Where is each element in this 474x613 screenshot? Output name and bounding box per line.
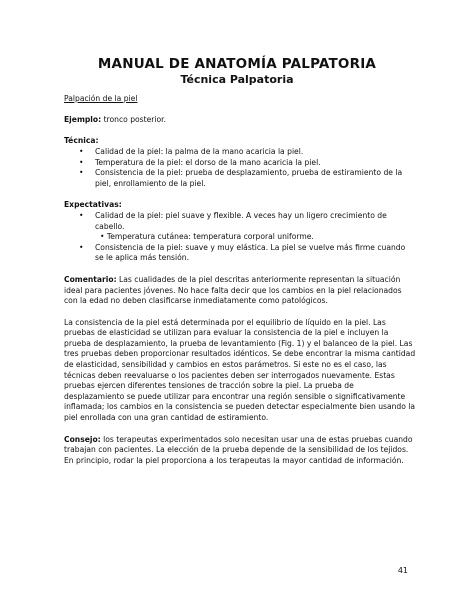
bullet-icon: • — [79, 168, 84, 178]
advice-label: Consejo: — [64, 434, 101, 444]
section-heading-text: Palpación de la piel — [64, 94, 138, 103]
advice-paragraph — [64, 435, 416, 467]
bullet-icon: • — [79, 146, 84, 156]
expectations-heading: Expectativas: — [64, 200, 122, 210]
list-item — [79, 168, 416, 189]
section-heading — [64, 94, 416, 105]
example-text: tronco posterior. — [101, 115, 166, 125]
document-subtitle: Técnica Palpatoria — [180, 73, 294, 86]
list-item — [79, 211, 416, 232]
expectations-list-continued — [64, 243, 416, 264]
bullet-icon: • — [79, 242, 84, 252]
example-label: Ejemplo: — [64, 115, 102, 125]
page-number: 41 — [397, 566, 408, 575]
bullet-icon: • — [79, 210, 84, 220]
page-content — [64, 94, 416, 466]
list-item — [79, 243, 416, 264]
advice-text: los terapeutas experimentados solo necesitan usar una de estas pruebas cuando trabajan con pacientes. La elección de la prueba depende de la sensibilidad de los tejidos. En principio, rodar la piel proporciona a los terapeutas la mayor cantidad de información. — [64, 434, 413, 465]
expectation-item-text: Calidad de la piel: piel suave y flexible. A veces hay un ligero crecimiento de cabello. — [95, 210, 387, 231]
list-item — [79, 158, 416, 169]
expectations-list — [64, 211, 416, 232]
comment-text: Las cualidades de la piel descritas anteriormente representan la situación ideal para pacientes jóvenes. No hace falta decir que los cambios en la piel relacionados con la edad no deben clasificarse inmediatamente como patológicos. — [64, 274, 402, 306]
comment-label: Comentario: — [64, 274, 117, 284]
technique-item-text: Temperatura de la piel: el dorso de la mano acaricia la piel. — [95, 157, 321, 167]
technique-list — [64, 147, 416, 189]
document-title: MANUAL DE ANATOMÍA PALPATORIA — [97, 56, 377, 72]
body-paragraph: La consistencia de la piel está determinada por el equilibrio de líquido en la piel. Las pruebas de elasticidad se utilizan para evaluar la consistencia de la piel e incluyen la prueba de desplazamiento, la prueba de levantamiento (Fig. 1) y el balanceo de la piel. Las tres pruebas deben proporcionar resultados idénticos. Se debe encontrar la misma cantidad de elasticidad, sensibilidad y cambios en estos parámetros. Si este no es el caso, las técnicas deben reevaluarse o los pacientes deben ser interrogados nuevamente. Estas pruebas ejercen diferentes tensiones de tracción sobre la piel. La prueba de desplazamiento se puede utilizar para encontrar una región sensible o significativamente inflamada; los cambios en la consistencia se pueden detectar especialmente bien usando la piel enrollada con una gran cantidad de estiramiento. — [64, 317, 416, 423]
example-line — [64, 115, 416, 126]
technique-item-text: Consistencia de la piel: prueba de desplazamiento, prueba de estiramiento de la piel, enrollamiento de la piel. — [95, 168, 403, 188]
expectation-sub-item: • Temperatura cutánea: temperatura corporal uniforme. — [100, 232, 314, 242]
comment-paragraph — [64, 275, 416, 307]
technique-item-text: Calidad de la piel: la palma de la mano acaricia la piel. — [95, 146, 304, 156]
expectation-item-text: Consistencia de la piel: suave y muy elástica. La piel se vuelve más firme cuando se le aplica más tensión. — [95, 242, 406, 263]
bullet-icon: • — [79, 157, 84, 167]
technique-heading: Técnica: — [64, 136, 99, 146]
list-item — [79, 147, 416, 158]
